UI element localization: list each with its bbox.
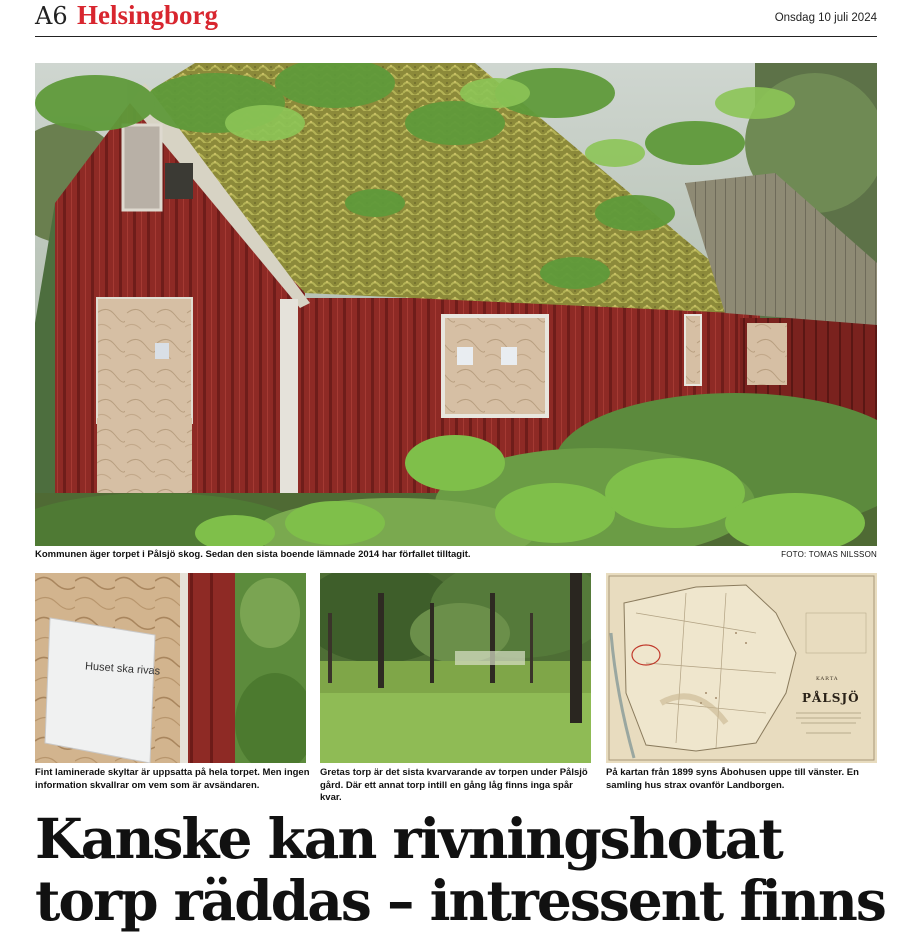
main-photo-caption: Kommunen äger torpet i Pålsjö skog. Sedan den sista boende lämnade 2014 har förfallet tilltagit. — [35, 549, 471, 560]
headline-line-2: torp räddas – intressent finns — [35, 868, 885, 933]
map-subtitle: KARTA — [816, 676, 839, 682]
photo-sign-on-wall — [35, 573, 306, 763]
photo-caption-sign: Fint laminerade skyltar är uppsatta på hela torpet. Men ingen information skvallrar om vem som är avsändaren. — [35, 767, 310, 791]
page-number: A6 — [35, 2, 68, 30]
photo-caption-map: På kartan från 1899 syns Åbohusen uppe till vänster. En samling hus strax ovanför Landborgen. — [606, 767, 859, 791]
photo-caption-forest: Gretas torp är det sista kvarvarande av torpen under Pålsjö gård. Där ett annat torp intill en gång låg finns inga spår kvar. — [320, 767, 588, 803]
photo-credit: FOTO: TOMAS NILSSON — [781, 550, 877, 559]
sign-text: Huset ska rivas — [84, 660, 161, 678]
article-headline — [35, 808, 895, 932]
photo-forest-clearing — [320, 573, 591, 763]
main-photo-red-cottage — [35, 63, 877, 546]
issue-date: Onsdag 10 juli 2024 — [774, 12, 877, 24]
map-title: PÅLSJÖ — [802, 691, 860, 705]
page-header — [35, 0, 877, 37]
photo-historic-map — [606, 573, 877, 763]
headline-line-1: Kanske kan rivningshotat — [35, 806, 782, 871]
section-name: Helsingborg — [77, 0, 219, 30]
